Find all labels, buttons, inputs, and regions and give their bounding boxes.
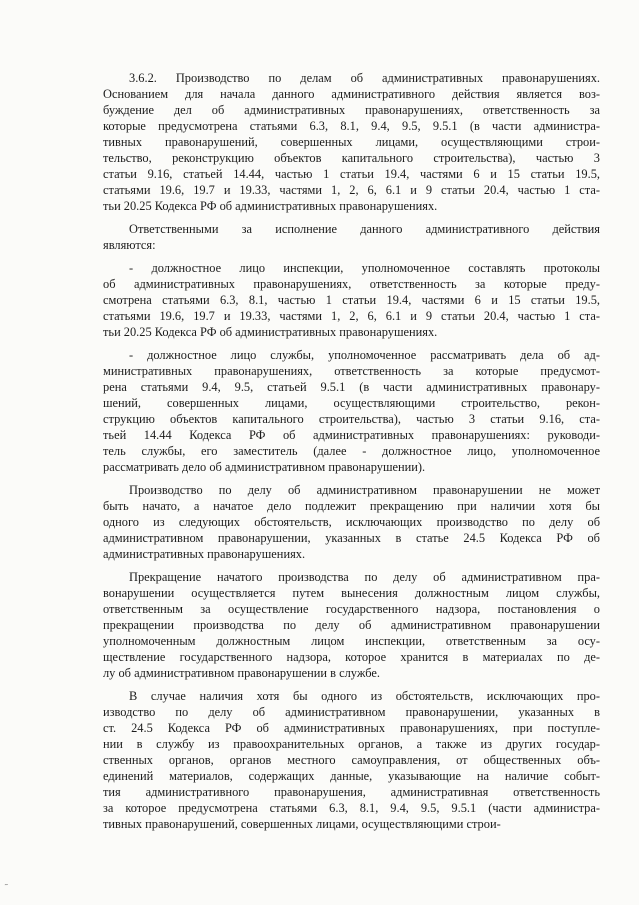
text-line: тивных правонарушений, совершенных лицами, осуществляющими строи-	[103, 817, 501, 831]
paragraph	[103, 70, 600, 214]
text-line: Ответственными за исполнение данного административного действия	[129, 222, 600, 236]
text-line: изводство по делу об административном правонарушении, указанных в	[103, 705, 600, 719]
text-line: тьи 20.25 Кодекса РФ об административных правонарушениях.	[103, 199, 438, 213]
text-line: об административных правонарушениях, ответственность за которые преду-	[103, 277, 600, 291]
text-line: статьями 19.6, 19.7 и 19.33, частями 1, 2, 6, 6.1 и 9 статьи 20.4, частью 1 ста-	[103, 309, 600, 323]
paragraph-gap	[103, 340, 600, 347]
text-line: - должностное лицо инспекции, уполномоченное составлять протоколы	[129, 261, 600, 275]
text-line: административном правонарушении, указанных в статье 24.5 Кодекса РФ об	[103, 531, 600, 545]
text-line: Основанием для начала данного административного действия является воз-	[103, 87, 600, 101]
paragraph-gap	[103, 475, 600, 482]
text-line: ственных органов, органов местного самоуправления, от общественных объ-	[103, 753, 600, 767]
text-line: административных правонарушениях.	[103, 547, 306, 561]
paragraph	[103, 482, 600, 562]
paragraph	[103, 260, 600, 340]
text-line: струкцию объектов капитального строительства), частью 3 статьи 9.16, ста-	[103, 412, 600, 426]
text-line: одного из следующих обстоятельств, исключающих производство по делу об	[103, 515, 600, 529]
text-line: вонарушении осуществляется путем вынесения должностным лицом службы,	[103, 586, 600, 600]
text-line: тель службы, его заместитель (далее - должностное лицо, уполномоченное	[103, 444, 600, 458]
text-line: ществление государственного надзора, которое хранится в материалах по де-	[103, 650, 600, 664]
text-line: за которое предусмотрена статьями 6.3, 8.1, 9.4, 9.5, 9.5.1 (части администра-	[103, 801, 600, 815]
text-line: прекращении производства по делу об административном правонарушении	[103, 618, 600, 632]
text-line: тивных правонарушений, совершенных лицами, осуществляющими строи-	[103, 135, 600, 149]
paragraph-gap	[103, 562, 600, 569]
paragraph	[103, 221, 600, 253]
text-line: которые предусмотрена статьями 6.3, 8.1, 9.4, 9.5, 9.5.1 (в части администра-	[103, 119, 600, 133]
text-line: лу об административном правонарушении в службе.	[103, 666, 380, 680]
text-line: В случае наличия хотя бы одного из обстоятельств, исключающих про-	[129, 689, 600, 703]
text-line: быть начато, а начатое дело подлежит прекращению при наличии хотя бы	[103, 499, 600, 513]
text-line: уполномоченным должностным лицом инспекции, ответственным за осу-	[103, 634, 600, 648]
text-line: Прекращение начатого производства по делу об административном пра-	[129, 570, 600, 584]
text-line: ст. 24.5 Кодекса РФ об административных правонарушениях, при поступле-	[103, 721, 600, 735]
text-line: смотрена статьями 6.3, 8.1, частью 1 статьи 19.4, частями 6 и 15 статьи 19.5,	[103, 293, 600, 307]
paragraph	[103, 569, 600, 681]
text-line: 3.6.2. Производство по делам об административных правонарушениях.	[129, 71, 600, 85]
text-line: министративных правонарушениях, ответственность за которые предусмот-	[103, 364, 600, 378]
paragraph-gap	[103, 214, 600, 221]
text-line: ответственным за осуществление государственного надзора, постановления о	[103, 602, 600, 616]
text-line: единений материалов, содержащих данные, указывающие на наличие событ-	[103, 769, 600, 783]
text-line: - должностное лицо службы, уполномоченное рассматривать дела об ад-	[129, 348, 600, 362]
text-line: тьи 20.25 Кодекса РФ об административных правонарушениях.	[103, 325, 438, 339]
document-page	[103, 70, 600, 832]
text-line: рассматривать дело об административном правонарушении).	[103, 460, 426, 474]
text-line: тельство, реконструкцию объектов капитального строительства), частью 3	[103, 151, 600, 165]
text-line: рена статьями 9.4, 9.5, статьей 9.5.1 (в части административных правонару-	[103, 380, 600, 394]
text-line: тьей 14.44 Кодекса РФ об административных правонарушениях: руководи-	[103, 428, 600, 442]
paragraph	[103, 347, 600, 475]
scan-corner-mark: ˜	[4, 884, 9, 894]
text-line: тия административного правонарушения, административная ответственность	[103, 785, 600, 799]
text-line: нии в службу из правоохранительных органов, а также из других государ-	[103, 737, 600, 751]
text-line: шений, совершенных лицами, осуществляющими строительство, рекон-	[103, 396, 600, 410]
paragraph-gap	[103, 681, 600, 688]
paragraph-gap	[103, 253, 600, 260]
text-line: буждение дел об административных правонарушениях, ответственность за	[103, 103, 600, 117]
text-line: Производство по делу об административном правонарушении не может	[129, 483, 600, 497]
text-line: являются:	[103, 238, 156, 252]
text-line: статьями 19.6, 19.7 и 19.33, частями 1, 2, 6, 6.1 и 9 статьи 20.4, частью 1 ста-	[103, 183, 600, 197]
paragraph	[103, 688, 600, 832]
text-line: статьи 9.16, статьей 14.44, частью 1 статьи 19.4, частями 6 и 15 статьи 19.5,	[103, 167, 600, 181]
